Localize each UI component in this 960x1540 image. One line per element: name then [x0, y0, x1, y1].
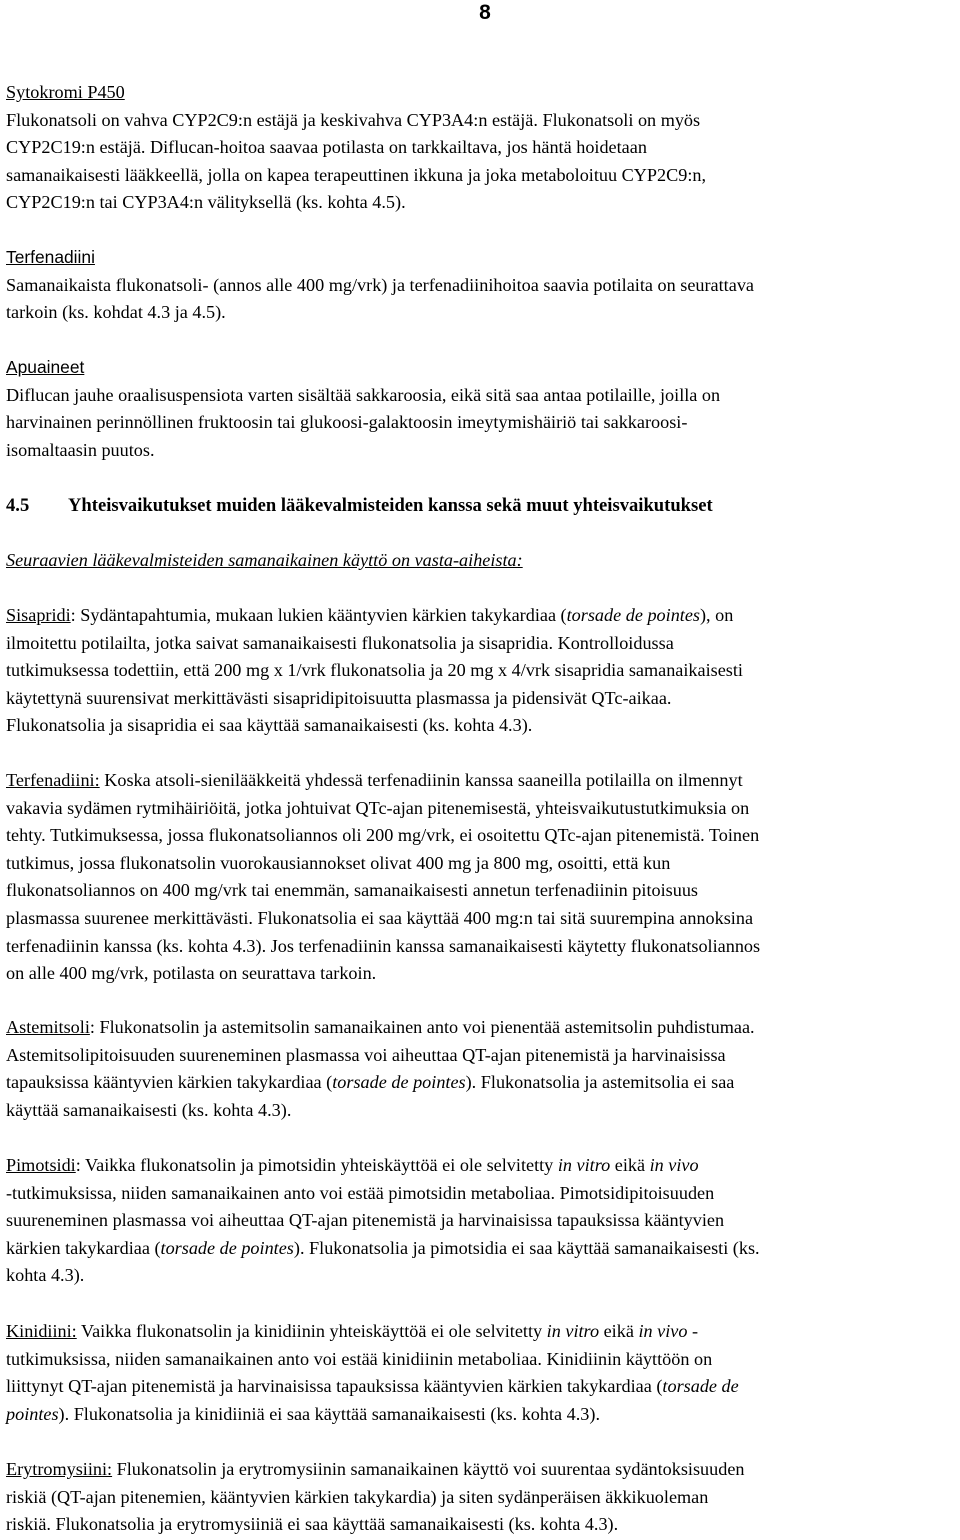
astemitsoli-italic: torsade de pointes — [332, 1072, 466, 1093]
kinidiini-italic: pointes — [6, 1403, 59, 1424]
pimotsidi-line: suureneminen plasmassa voi aiheuttaa QT-ajan pitenemistä ja harvinaisissa tapauksissa kääntyvien — [6, 1210, 725, 1231]
section-title: Yhteisvaikutukset muiden lääkevalmisteiden kanssa sekä muut yhteisvaikutukset — [68, 495, 713, 516]
astemitsoli-line3 — [6, 1069, 956, 1097]
kinidiini-line1 — [6, 1318, 956, 1346]
kinidiini-line: tutkimuksissa, niiden samanaikainen anto voi estää kinidiinin metaboliaa. Kinidiinin käyttöön on — [6, 1348, 713, 1369]
sisapridi-italic: torsade de pointes — [566, 605, 700, 625]
kinidiini-term: Kinidiini: — [6, 1321, 77, 1341]
sisapridi-text: : Sydäntapahtumia, mukaan lukien kääntyvien kärkien takykardiaa ( — [70, 605, 567, 625]
astemitsoli-term: Astemitsoli — [6, 1017, 90, 1037]
sytokromi-line: CYP2C19:n estäjä. Diflucan-hoitoa saavaa potilasta on tarkkailtava, jos häntä hoidetaan — [6, 137, 647, 158]
kinidiini-italic: in vitro — [546, 1321, 600, 1341]
sisapridi-line: Flukonatsolia ja sisapridia ei saa käyttää samanaikaisesti (ks. kohta 4.3). — [6, 715, 533, 736]
sytokromi-line4: CYP2C19:n tai CYP3A4:n välityksellä (ks. kohta 4.5). — [6, 192, 406, 213]
pimotsidi-italic: in vivo — [649, 1155, 699, 1175]
pimotsidi-line: kohta 4.3). — [6, 1265, 85, 1286]
section-subheading: Seuraavien lääkevalmisteiden samanaikainen käyttö on vasta-aiheista: — [6, 550, 523, 570]
sisapridi-line: tutkimuksessa todettiin, että 200 mg x 1/vrk flukonatsolia ja 20 mg x 4/vrk sisapridia samanaikaisesti — [6, 660, 743, 681]
erytromysiini-text: Flukonatsolin ja erytromysiinin samanaikainen käyttö voi suurentaa sydäntoksisuuden — [112, 1459, 745, 1479]
pimotsidi-line1 — [6, 1152, 956, 1180]
pimotsidi-term: Pimotsidi — [6, 1155, 76, 1175]
kinidiini-italic: in vivo — [638, 1321, 688, 1341]
pimotsidi-italic: torsade de pointes — [160, 1237, 294, 1258]
kinidiini-text: Vaikka flukonatsolin ja kinidiinin yhteiskäyttöä ei ole selvitetty — [76, 1321, 547, 1341]
terfenadiini-line: tutkimus, jossa flukonatsolin vuorokausiannokset olivat 400 mg ja 800 mg, osoitti, että kun — [6, 852, 671, 873]
pimotsidi-text: ). Flukonatsolia ja pimotsidia ei saa käyttää samanaikaisesti (ks. — [293, 1237, 760, 1258]
astemitsoli-text: ). Flukonatsolia ja astemitsolia ei saa — [465, 1072, 735, 1093]
sisapridi-section — [6, 602, 956, 740]
terfenadiini-short-section — [6, 244, 956, 327]
pimotsidi-text: eikä — [610, 1155, 650, 1175]
astemitsoli-line1 — [6, 1014, 956, 1042]
terfenadiini-term: Terfenadiini: — [6, 770, 100, 790]
kinidiini-text: eikä — [599, 1321, 639, 1341]
terfenadiini-section — [6, 767, 956, 988]
pimotsidi-line4 — [6, 1235, 956, 1263]
sytokromi-section — [6, 79, 956, 217]
pimotsidi-line: -tutkimuksissa, niiden samanaikainen anto voi estää pimotsidin metaboliaa. Pimotsidipitoisuuden — [6, 1182, 715, 1203]
terfenadiini-line: plasmassa suurenee merkittävästi. Flukonatsolia ei saa käyttää 400 mg:n tai sitä suurempina annoksina — [6, 907, 754, 928]
kinidiini-line4 — [6, 1401, 956, 1429]
apuaineet-line: isomaltaasin puutos. — [6, 439, 155, 460]
erytromysiini-line: riskiä (QT-ajan pitenemien, kääntyvien kärkien takykardia) ja siten sydänperäisen äkkikuoleman — [6, 1486, 709, 1507]
section-heading — [6, 492, 956, 520]
apuaineet-title: Apuaineet — [6, 357, 85, 377]
sytokromi-line — [6, 189, 956, 217]
erytromysiini-term: Erytromysiini: — [6, 1459, 113, 1479]
apuaineet-line: harvinainen perinnöllinen fruktoosin tai glukoosi-galaktoosin imeytymishäiriö tai sakkaroosi- — [6, 412, 688, 433]
section-subheading-block — [6, 547, 956, 575]
erytromysiini-section — [6, 1456, 956, 1539]
terfenadiini-text: Koska atsoli-sienilääkkeitä yhdessä terfenadiinin kanssa saaneilla potilailla on ilmennyt — [99, 770, 743, 790]
kinidiini-text: ). Flukonatsolia ja kinidiiniä ei saa käyttää samanaikaisesti (ks. kohta 4.3). — [58, 1403, 600, 1424]
erytromysiini-line: riskiä. Flukonatsolia ja erytromysiiniä ei saa käyttää samanaikaisesti (ks. kohta 4.3). — [6, 1514, 619, 1535]
astemitsoli-text: : Flukonatsolin ja astemitsolin samanaikainen anto voi pienentää astemitsolin puhdistumaa. — [89, 1017, 755, 1037]
terfenadiini-line: vakavia sydämen rytmihäiriöitä, jotka johtuivat QTc-ajan pitenemisestä, yhteisvaikutustutkimuksia on — [6, 797, 750, 818]
sisapridi-line1 — [6, 602, 956, 630]
terfenadiini-short-line: Samanaikaista flukonatsoli- (annos alle 400 mg/vrk) ja terfenadiinihoitoa saavia potilaita on seurattava — [6, 274, 754, 295]
pimotsidi-section — [6, 1152, 956, 1290]
astemitsoli-text: tapauksissa kääntyvien kärkien takykardiaa ( — [6, 1072, 333, 1093]
terfenadiini-line: on alle 400 mg/vrk, potilasta on seurattava tarkoin. — [6, 963, 377, 984]
astemitsoli-section — [6, 1014, 956, 1124]
sytokromi-line: samanaikaisesti lääkkeellä, jolla on kapea terapeuttinen ikkuna ja joka metaboloituu CYP2C9:n, — [6, 164, 707, 185]
sytokromi-line: Flukonatsoli on vahva CYP2C9:n estäjä ja keskivahva CYP3A4:n estäjä. Flukonatsoli on myös — [6, 109, 701, 130]
kinidiini-italic: torsade de — [662, 1376, 739, 1397]
terfenadiini-line: tehty. Tutkimuksessa, jossa flukonatsoliannos oli 200 mg/vrk, ei osoitettu QTc-ajan pitenemistä. Toinen — [6, 825, 760, 846]
section-number: 4.5 — [6, 495, 30, 516]
apuaineet-section — [6, 354, 956, 464]
kinidiini-text: - — [687, 1321, 699, 1341]
sisapridi-line: käytettynä suurensivat merkittävästi sisapridipitoisuutta plasmassa ja pidensivät QTc-aikaa. — [6, 687, 672, 708]
terfenadiini-short-title: Terfenadiini — [6, 247, 95, 267]
terfenadiini-short-line: tarkoin (ks. kohdat 4.3 ja 4.5). — [6, 302, 226, 323]
erytromysiini-line1 — [6, 1456, 956, 1484]
astemitsoli-line: käyttää samanaikaisesti (ks. kohta 4.3). — [6, 1099, 292, 1120]
sisapridi-line: ilmoitettu potilailta, jotka saivat samanaikaisesti flukonatsolia ja sisapridia. Kontrolloidussa — [6, 632, 674, 653]
kinidiini-text: liittynyt QT-ajan pitenemistä ja harvinaisissa tapauksissa kääntyvien kärkien takykardiaa ( — [6, 1376, 663, 1397]
page-number: 8 — [479, 1, 491, 24]
sisapridi-text: ), on — [700, 605, 734, 625]
pimotsidi-italic: in vitro — [557, 1155, 611, 1175]
pimotsidi-text: kärkien takykardiaa ( — [6, 1237, 161, 1258]
pimotsidi-text: : Vaikka flukonatsolin ja pimotsidin yhteiskäyttöä ei ole selvitetty — [75, 1155, 558, 1175]
sytokromi-title: Sytokromi P450 — [6, 82, 125, 102]
terfenadiini-line: terfenadiinin kanssa (ks. kohta 4.3). Jos terfenadiinin kanssa samanaikaisesti käytetty flukonatsoliannos — [6, 935, 761, 956]
sisapridi-term: Sisapridi — [6, 605, 71, 625]
terfenadiini-line1 — [6, 767, 956, 795]
astemitsoli-line: Astemitsolipitoisuuden suureneminen plasmassa voi aiheuttaa QT-ajan pitenemistä ja harvinaisissa — [6, 1044, 726, 1065]
terfenadiini-line: flukonatsoliannos on 400 mg/vrk tai enemmän, samanaikaisesti annetun terfenadiinin pitoisuus — [6, 880, 698, 901]
kinidiini-section — [6, 1318, 956, 1428]
apuaineet-line: Diflucan jauhe oraalisuspensiota varten sisältää sakkaroosia, eikä sitä saa antaa potilaille, joilla on — [6, 384, 721, 405]
kinidiini-line3 — [6, 1373, 956, 1401]
